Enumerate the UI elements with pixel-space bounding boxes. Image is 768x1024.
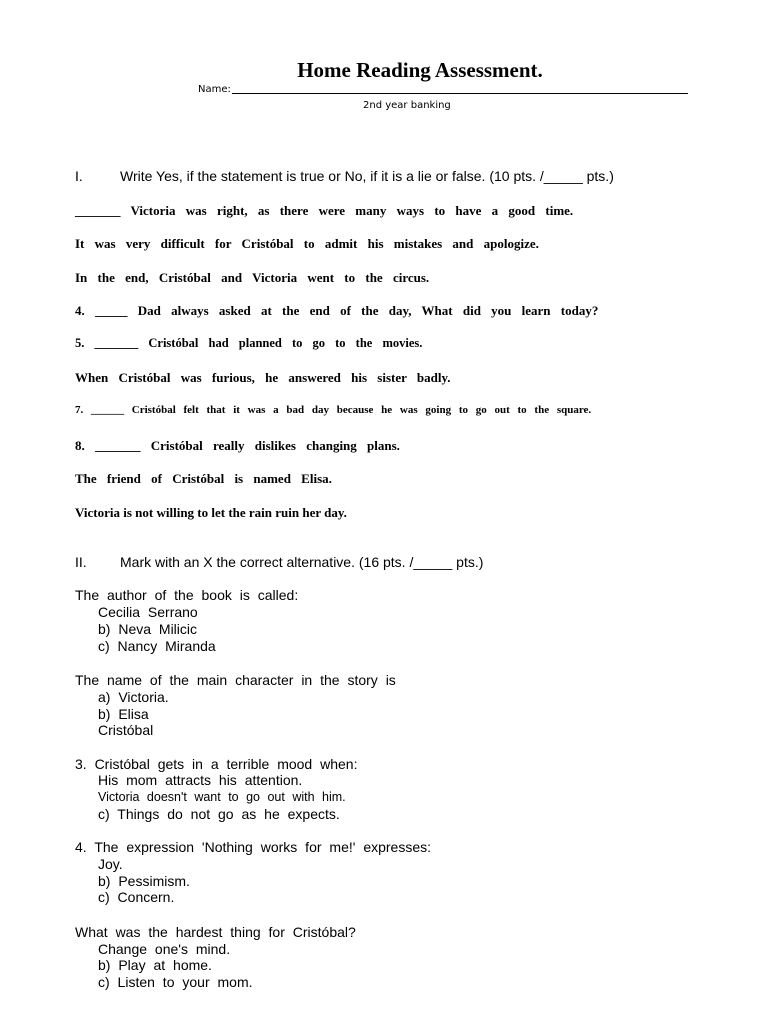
statement-7: 7. ______ Cristóbal felt that it was a bad day because he was going to go out to the square. [75,404,592,416]
question-5-option-a[interactable]: Change one's mind. [98,941,231,957]
question-3-option-b[interactable]: Victoria doesn't want to go out with him. [98,790,346,804]
page-title: Home Reading Assessment. [297,58,543,82]
question-3: 3. Cristóbal gets in a terrible mood when: [75,756,358,772]
question-1-option-b[interactable]: b) Neva Milicic [98,621,198,637]
statement-10: Victoria is not willing to let the rain ruin her day. [75,505,347,520]
course-subtitle: 2nd year banking [363,100,451,111]
section-2-number: II. [75,554,87,570]
statement-3: In the end, Cristóbal and Victoria went to the circus. [75,270,430,285]
question-2-option-b[interactable]: b) Elisa [98,706,149,722]
name-field-line[interactable] [232,93,688,94]
question-1-option-a[interactable]: Cecilia Serrano [98,604,198,620]
statement-4: 4. _____ Dad always asked at the end of the day, What did you learn today? [75,303,599,318]
question-1: The author of the book is called: [75,587,299,603]
question-4: 4. The expression 'Nothing works for me!' expresses: [75,839,432,855]
question-5: What was the hardest thing for Cristóbal? [75,924,356,940]
section-2-instruction: Mark with an X the correct alternative. (16 pts. /_____ pts.) [120,554,484,570]
question-2: The name of the main character in the story is [75,672,396,688]
statement-9: The friend of Cristóbal is named Elisa. [75,471,332,486]
question-2-option-a[interactable]: a) Victoria. [98,689,169,705]
section-1-number: I. [75,168,83,184]
question-2-option-c[interactable]: Cristóbal [98,722,154,738]
statement-2: It was very difficult for Cristóbal to admit his mistakes and apologize. [75,236,539,251]
question-3-option-a[interactable]: His mom attracts his attention. [98,772,303,788]
question-4-option-c[interactable]: c) Concern. [98,889,175,905]
question-5-option-c[interactable]: c) Listen to your mom. [98,974,253,990]
statement-1: _______ Victoria was right, as there were many ways to have a good time. [75,203,574,218]
question-3-option-c[interactable]: c) Things do not go as he expects. [98,806,340,822]
question-5-option-b[interactable]: b) Play at home. [98,957,212,973]
statement-5: 5. _______ Cristóbal had planned to go to the movies. [75,336,423,350]
statement-8: 8. _______ Cristóbal really dislikes changing plans. [75,438,400,453]
question-1-option-c[interactable]: c) Nancy Miranda [98,638,216,654]
statement-6: When Cristóbal was furious, he answered his sister badly. [75,370,451,385]
question-4-option-a[interactable]: Joy. [98,856,123,872]
name-label: Name: [198,84,231,95]
section-1-instruction: Write Yes, if the statement is true or No, if it is a lie or false. (10 pts. /_____ pts.) [120,168,614,184]
question-4-option-b[interactable]: b) Pessimism. [98,873,190,889]
